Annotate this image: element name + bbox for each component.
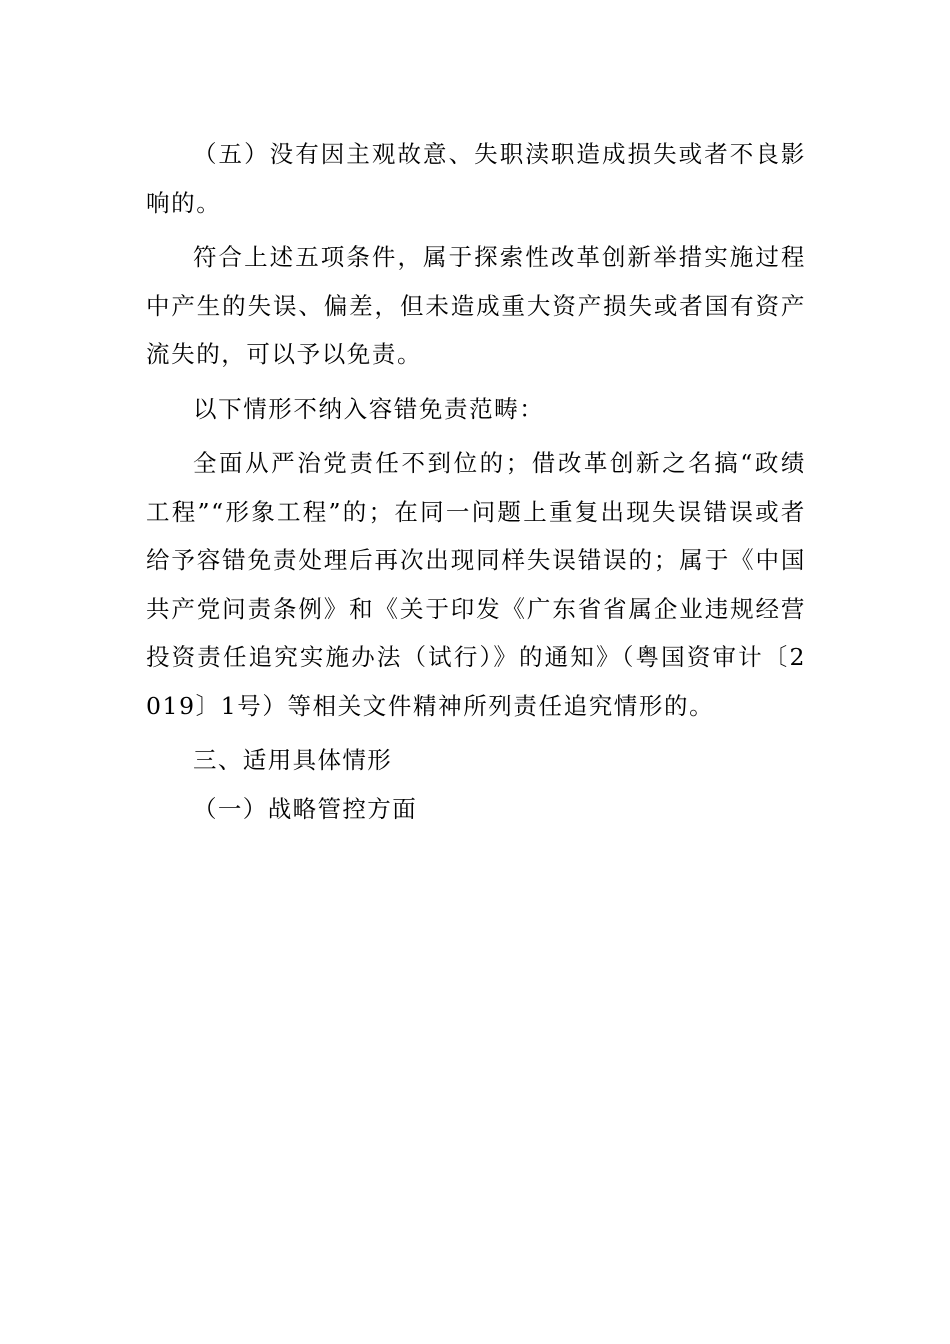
paragraph-exclusion-list: 全面从严治党责任不到位的；借改革创新之名搞“政绩工程”“形象工程”的；在同一问题上重复出现失误错误或者给予容错免责处理后再次出现同样失误错误的；属于《中国共产党问责条例》和《关于印发《广东省省属企业违规经营投资责任追究实施办法（试行）》的通知》（粤国资审计〔2019〕1号）等相关文件精神所列责任追究情形的。 xyxy=(146,449,806,720)
sub-section-heading: （一）战略管控方面 xyxy=(193,794,418,823)
paragraph-condition-five: （五）没有因主观故意、失职渎职造成损失或者不良影响的。 xyxy=(146,140,806,217)
document-page xyxy=(146,130,806,833)
paragraph-exclusion-intro: 以下情形不纳入容错免责范畴： xyxy=(193,394,545,423)
paragraph-exemption-rule: 符合上述五项条件，属于探索性改革创新举措实施过程中产生的失误、偏差，但未造成重大资产损失或者国有资产流失的，可以予以免责。 xyxy=(146,243,806,368)
section-heading: 三、适用具体情形 xyxy=(193,746,393,774)
